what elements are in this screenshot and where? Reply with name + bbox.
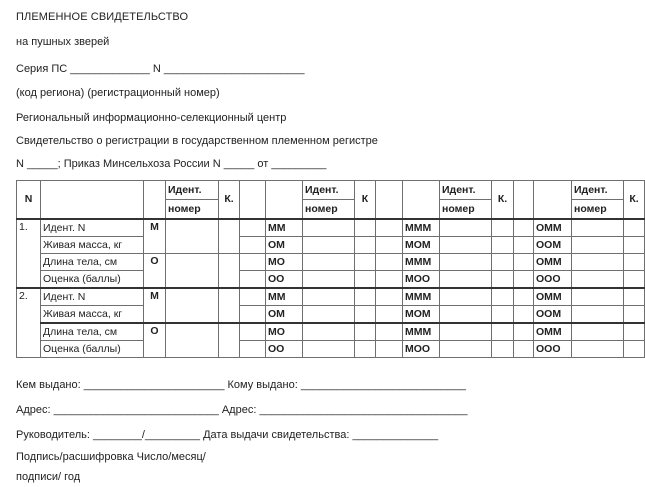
cell-empty xyxy=(572,306,624,324)
cell-empty xyxy=(355,323,376,341)
code-cell: ОМ xyxy=(266,306,303,324)
signature-line-2: подписи/ год xyxy=(16,471,81,483)
cell-empty xyxy=(440,271,492,289)
cell-empty xyxy=(624,288,645,306)
cell-empty xyxy=(240,237,266,254)
cell-empty xyxy=(166,323,219,358)
cell-empty xyxy=(514,254,534,271)
cell-empty xyxy=(492,306,514,324)
cell-empty xyxy=(303,254,355,271)
header-k: К. xyxy=(219,181,240,220)
cell-empty xyxy=(572,323,624,341)
register-line: Свидетельство о регистрации в государственном племенном регистре xyxy=(16,135,378,147)
cell-empty xyxy=(376,288,403,306)
cell-empty xyxy=(303,323,355,341)
code-cell: ОММ xyxy=(534,323,572,341)
cell-empty xyxy=(376,271,403,289)
cell-empty xyxy=(303,219,355,237)
cell-empty xyxy=(355,237,376,254)
cell-empty xyxy=(219,323,240,358)
row-label: Длина тела, см xyxy=(41,323,144,341)
cell-empty xyxy=(624,271,645,289)
codes-line: (код региона) (регистрационный номер) xyxy=(16,87,220,99)
cell-empty xyxy=(492,271,514,289)
row-label: Длина тела, см xyxy=(41,254,144,271)
header-ident: Идент. xyxy=(440,181,492,200)
header-number: номер xyxy=(303,200,355,220)
cell-empty xyxy=(376,254,403,271)
code-o: О xyxy=(144,254,166,289)
header-k: К xyxy=(355,181,376,220)
header-empty xyxy=(376,181,403,220)
row-label: Оценка (баллы) xyxy=(41,271,144,289)
cell-empty xyxy=(492,288,514,306)
code-cell: ОММ xyxy=(534,254,572,271)
code-cell: ООО xyxy=(534,271,572,289)
cell-empty xyxy=(440,341,492,358)
cell-empty xyxy=(492,341,514,358)
cell-empty xyxy=(624,323,645,341)
cell-empty xyxy=(376,341,403,358)
code-cell: ООО xyxy=(534,341,572,358)
code-cell: МММ xyxy=(403,288,440,306)
cell-empty xyxy=(572,341,624,358)
cell-empty xyxy=(355,341,376,358)
cell-empty xyxy=(376,237,403,254)
cell-empty xyxy=(440,219,492,237)
cell-empty xyxy=(572,271,624,289)
code-cell: ОММ xyxy=(534,219,572,237)
group-number: 2. xyxy=(17,288,41,358)
cell-empty xyxy=(572,254,624,271)
cell-empty xyxy=(572,288,624,306)
cell-empty xyxy=(514,271,534,289)
cell-empty xyxy=(376,219,403,237)
series-line: Серия ПС _____________ N _______________________ xyxy=(16,63,305,75)
issued-by-line: Кем выдано: _______________________ Кому выдано: ___________________________ xyxy=(16,379,467,391)
cell-empty xyxy=(166,219,219,254)
code-m: М xyxy=(144,219,166,254)
cell-empty xyxy=(492,254,514,271)
code-cell: МОО xyxy=(403,271,440,289)
code-cell: ООМ xyxy=(534,306,572,324)
cell-empty xyxy=(514,288,534,306)
cell-empty xyxy=(376,306,403,324)
cell-empty xyxy=(514,237,534,254)
cell-empty xyxy=(440,288,492,306)
cell-empty xyxy=(440,323,492,341)
cell-empty xyxy=(624,219,645,237)
row-label: Оценка (баллы) xyxy=(41,341,144,358)
cell-empty xyxy=(166,288,219,323)
signature-line: Подпись/расшифровка Число/месяц/ xyxy=(16,451,206,463)
cell-empty xyxy=(219,254,240,289)
code-cell: ОММ xyxy=(534,288,572,306)
cell-empty xyxy=(572,219,624,237)
cell-empty xyxy=(355,288,376,306)
header-k: К. xyxy=(624,181,645,220)
cell-empty xyxy=(219,288,240,323)
document-subtitle: на пушных зверей xyxy=(16,36,110,48)
cell-empty xyxy=(492,219,514,237)
cell-empty xyxy=(440,237,492,254)
head-line: Руководитель: ________/_________ Дата выдачи свидетельства: ______________ xyxy=(16,429,439,441)
cell-empty xyxy=(624,254,645,271)
cell-empty xyxy=(572,237,624,254)
cell-empty xyxy=(492,323,514,341)
cell-empty xyxy=(303,341,355,358)
cell-empty xyxy=(355,219,376,237)
cell-empty xyxy=(624,306,645,324)
code-cell: МОМ xyxy=(403,237,440,254)
cell-empty xyxy=(240,341,266,358)
center-line: Региональный информационно-селекционный центр xyxy=(16,112,287,124)
row-label: Идент. N xyxy=(41,219,144,237)
cell-empty xyxy=(376,323,403,341)
header-number: номер xyxy=(440,200,492,220)
header-empty xyxy=(240,181,266,220)
row-label: Идент. N xyxy=(41,288,144,306)
cell-empty xyxy=(219,219,240,254)
cell-empty xyxy=(514,219,534,237)
cell-empty xyxy=(303,271,355,289)
cell-empty xyxy=(240,219,266,237)
header-ident: Идент. xyxy=(303,181,355,200)
cell-empty xyxy=(355,306,376,324)
cell-empty xyxy=(440,254,492,271)
code-cell: ММ xyxy=(266,219,303,237)
header-number: номер xyxy=(166,200,219,220)
header-empty xyxy=(534,181,572,220)
code-cell: ОО xyxy=(266,271,303,289)
cell-empty xyxy=(624,237,645,254)
cell-empty xyxy=(514,306,534,324)
code-cell: МО xyxy=(266,323,303,341)
cell-empty xyxy=(240,271,266,289)
cell-empty xyxy=(355,254,376,271)
address-line: Адрес: ___________________________ Адрес: __________________________________ xyxy=(16,404,468,416)
row-label: Живая масса, кг xyxy=(41,237,144,254)
header-empty xyxy=(514,181,534,220)
header-empty xyxy=(403,181,440,220)
header-empty xyxy=(266,181,303,220)
code-cell: МММ xyxy=(403,254,440,271)
code-cell: МММ xyxy=(403,323,440,341)
cell-empty xyxy=(624,341,645,358)
cell-empty xyxy=(240,306,266,324)
code-cell: ООМ xyxy=(534,237,572,254)
code-cell: ОО xyxy=(266,341,303,358)
document-title: ПЛЕМЕННОЕ СВИДЕТЕЛЬСТВО xyxy=(16,11,189,23)
header-empty xyxy=(144,181,166,220)
order-line: N _____; Приказ Минсельхоза России N _____ от _________ xyxy=(16,158,327,170)
header-number: номер xyxy=(572,200,624,220)
header-ident: Идент. xyxy=(572,181,624,200)
cell-empty xyxy=(240,254,266,271)
pedigree-table xyxy=(16,180,645,358)
header-ident: Идент. xyxy=(166,181,219,200)
code-cell: МОМ xyxy=(403,306,440,324)
code-cell: МОО xyxy=(403,341,440,358)
code-cell: ОМ xyxy=(266,237,303,254)
cell-empty xyxy=(303,306,355,324)
header-empty xyxy=(41,181,144,220)
group-number: 1. xyxy=(17,219,41,288)
cell-empty xyxy=(355,271,376,289)
cell-empty xyxy=(492,237,514,254)
cell-empty xyxy=(166,254,219,289)
cell-empty xyxy=(514,341,534,358)
cell-empty xyxy=(303,288,355,306)
code-m: М xyxy=(144,288,166,323)
code-cell: ММ xyxy=(266,288,303,306)
cell-empty xyxy=(514,323,534,341)
header-k: К. xyxy=(492,181,514,220)
cell-empty xyxy=(240,288,266,306)
cell-empty xyxy=(240,323,266,341)
code-cell: МО xyxy=(266,254,303,271)
row-label: Живая масса, кг xyxy=(41,306,144,324)
header-n: N xyxy=(17,181,41,220)
code-cell: МММ xyxy=(403,219,440,237)
cell-empty xyxy=(440,306,492,324)
code-o: О xyxy=(144,323,166,358)
cell-empty xyxy=(303,237,355,254)
